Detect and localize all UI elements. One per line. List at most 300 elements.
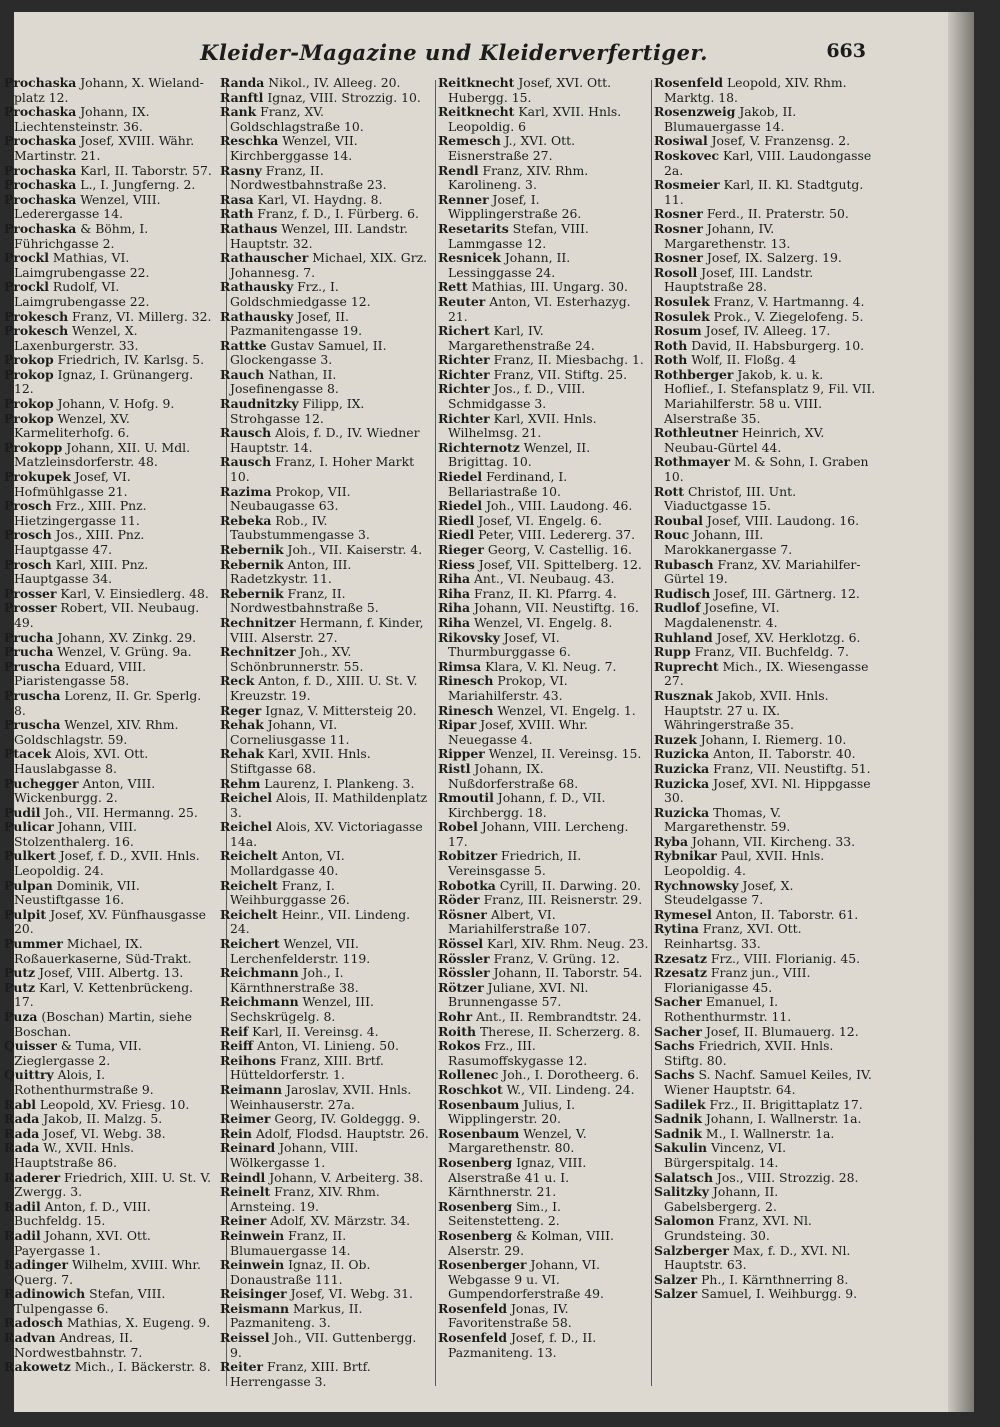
- entry-name: Rausch: [220, 425, 272, 441]
- directory-entry: [654, 966, 876, 995]
- entry-address: Nikol., IV. Alleeg. 20.: [264, 75, 401, 90]
- directory-entry: [220, 777, 430, 792]
- entry-address: Prokop, VI. Mariahilferstr. 43.: [448, 673, 568, 703]
- entry-name: Rakowetz: [4, 1359, 71, 1375]
- entry-name: Roskovec: [654, 147, 720, 163]
- directory-page: [4, 12, 974, 1412]
- entry-address: Adolf, XV. Märzstr. 34.: [266, 1213, 411, 1229]
- entry-address: Prokop, VII. Neubaugasse 63.: [230, 483, 351, 514]
- entry-address: Josef, VIII. Albertg. 13.: [35, 965, 184, 981]
- directory-entry: [220, 1360, 430, 1389]
- entry-name: Rothberger: [654, 366, 734, 382]
- page-edge: [948, 12, 974, 1412]
- entry-name: Rebernik: [220, 542, 284, 557]
- entry-address: Sim., I. Seitenstetteng. 2.: [448, 1198, 561, 1229]
- entry-address: Georg, IV. Goldeggg. 9.: [270, 1111, 421, 1127]
- entry-name: Pulkert: [4, 848, 56, 864]
- entry-name: Reck: [220, 673, 255, 689]
- entry-address: Heinr., VII. Lindeng. 24.: [230, 906, 411, 937]
- directory-entry: [4, 1258, 216, 1287]
- entry-name: Riha: [438, 571, 471, 587]
- directory-entry: [438, 762, 650, 791]
- entry-name: Rasny: [220, 162, 262, 178]
- entry-address: Joh., VII. Kaiserstr. 4.: [283, 542, 423, 557]
- directory-entry: [654, 660, 876, 689]
- entry-name: Rosenberg: [438, 1198, 513, 1214]
- entry-address: Josef, VI. Engelg. 6.: [474, 512, 602, 528]
- entry-address: Mich., IX. Wiesengasse 27.: [664, 658, 869, 689]
- page-title: Kleider-Magazine und Kleiderverfertiger.: [200, 40, 708, 65]
- entry-name: Reichelt: [220, 906, 278, 922]
- directory-entry: [438, 1302, 650, 1331]
- entry-name: Ripar: [438, 717, 477, 733]
- entry-name: Pruscha: [4, 717, 61, 733]
- entry-address: Franz, II. Miesbachg. 1.: [489, 352, 644, 368]
- directory-entry: [220, 1141, 430, 1170]
- entry-name: Prochaska: [4, 220, 77, 236]
- directory-entry: [438, 1068, 650, 1083]
- entry-name: Reinard: [220, 1140, 276, 1156]
- entry-address: Franz, II. Kl. Pfarrg. 4.: [470, 585, 617, 601]
- directory-entry: [438, 1039, 650, 1068]
- entry-name: Reissel: [220, 1330, 270, 1346]
- directory-entry: [654, 222, 876, 251]
- entry-name: Rosoll: [654, 264, 698, 280]
- directory-entry: [654, 631, 876, 646]
- column-divider: [435, 80, 436, 1386]
- entry-name: Sachs: [654, 1038, 695, 1054]
- entry-address: Eduard, VIII. Piaristengasse 58.: [14, 658, 147, 689]
- directory-entry: [438, 820, 650, 849]
- entry-name: Roubal: [654, 512, 703, 528]
- entry-name: Rosenzweig: [654, 104, 736, 120]
- entry-address: Adolf, Flodsd. Hauptstr. 26.: [251, 1125, 429, 1141]
- entry-address: Wilhelm, XVIII. Whr. Querg. 7.: [14, 1257, 201, 1287]
- directory-entry: [220, 908, 430, 937]
- entry-name: Sadilek: [654, 1096, 706, 1112]
- entry-name: Reinwein: [220, 1257, 285, 1273]
- entry-name: Raudnitzky: [220, 396, 299, 412]
- entry-address: Jos., VIII. Strozzig. 28.: [712, 1169, 859, 1185]
- entry-name: Rattke: [220, 337, 267, 353]
- entry-name: Randa: [220, 75, 265, 90]
- directory-entry: [220, 426, 430, 455]
- entry-name: Reinelt: [220, 1184, 271, 1200]
- entry-address: Cyrill, II. Darwing. 20.: [495, 877, 641, 893]
- entry-name: Sadnik: [654, 1111, 702, 1127]
- entry-name: Ripper: [438, 746, 485, 762]
- directory-entry: [654, 601, 876, 630]
- directory-entry: [4, 310, 216, 325]
- entry-name: Rehm: [220, 775, 261, 791]
- entry-name: Rebeka: [220, 512, 272, 528]
- entry-address: Joh., I. Dorotheerg. 6.: [498, 1067, 640, 1083]
- entry-name: Rechnitzer: [220, 644, 296, 660]
- entry-address: Stefan, VIII. Tulpengasse 6.: [14, 1286, 166, 1316]
- entry-address: Ant., VI. Neubaug. 43.: [470, 571, 615, 587]
- entry-address: & Böhm, I. Führichgasse 2.: [14, 220, 149, 251]
- directory-entry: [220, 558, 430, 587]
- entry-address: Wenzel, VII. Kirchberggasse 14.: [230, 133, 358, 163]
- entry-name: Rouc: [654, 527, 690, 543]
- entry-name: Sacher: [654, 1023, 702, 1039]
- directory-entry: [654, 1273, 876, 1288]
- entry-name: Radil: [4, 1227, 41, 1243]
- entry-address: Franz, f. D., I. Fürberg. 6.: [253, 206, 419, 222]
- entry-address: Josef, X. Steudelgasse 7.: [664, 877, 794, 908]
- directory-entry: [4, 499, 216, 528]
- directory-entry: [220, 455, 430, 484]
- directory-entry: [654, 310, 876, 325]
- entry-address: Johann, V. Arbeiterg. 38.: [265, 1169, 424, 1185]
- directory-entry: [654, 762, 876, 777]
- column-3: [438, 76, 650, 1360]
- entry-name: Riedl: [438, 512, 475, 528]
- entry-address: Franz, VI. Millerg. 32.: [68, 308, 212, 324]
- entry-address: Anton, f. D., VIII. Buchfeldg. 15.: [14, 1198, 151, 1229]
- directory-entry: [4, 747, 216, 776]
- entry-address: Franz jun., VIII. Florianigasse 45.: [664, 965, 811, 995]
- entry-address: Wenzel, VII. Lerchenfelderstr. 119.: [230, 936, 371, 966]
- entry-address: David, II. Habsburgerg. 10.: [687, 337, 865, 353]
- entry-name: Rosum: [654, 323, 702, 339]
- entry-name: Pruscha: [4, 658, 61, 674]
- entry-name: Sadnik: [654, 1125, 702, 1141]
- entry-name: Reindl: [220, 1169, 266, 1185]
- entry-address: Ant., II. Rembrandtstr. 24.: [472, 1009, 642, 1024]
- entry-address: Joh., VII. Hermanng. 25.: [40, 804, 198, 820]
- entry-name: Riha: [438, 600, 471, 616]
- entry-name: Rosner: [654, 250, 703, 266]
- directory-entry: [654, 485, 876, 514]
- directory-entry: [220, 937, 430, 966]
- directory-entry: [220, 251, 430, 280]
- entry-name: Rosenbaum: [438, 1125, 520, 1141]
- entry-address: Michael, XIX. Grz. Johannesg. 7.: [230, 250, 428, 280]
- entry-name: Prosch: [4, 556, 52, 572]
- entry-name: Sachs: [654, 1067, 695, 1083]
- directory-entry: [220, 222, 430, 251]
- entry-address: Franz, XV. Mariahilfer-Gürtel 19.: [664, 556, 861, 587]
- directory-entry: [654, 995, 876, 1024]
- entry-name: Radinowich: [4, 1286, 86, 1302]
- directory-entry: [4, 1171, 216, 1200]
- directory-entry: [654, 105, 876, 134]
- entry-name: Reitknecht: [438, 75, 515, 90]
- entry-name: Ruzicka: [654, 746, 710, 762]
- entry-address: Christof, III. Unt. Viaductgasse 15.: [664, 483, 797, 514]
- entry-name: Reiff: [220, 1038, 254, 1054]
- entry-name: Ruzicka: [654, 775, 710, 791]
- directory-entry: [654, 1127, 876, 1142]
- entry-name: Roth: [654, 337, 688, 353]
- entry-name: Rechnitzer: [220, 614, 296, 630]
- entry-address: Karl, V. Kettenbrückeng. 17.: [14, 979, 194, 1010]
- directory-entry: [4, 587, 216, 602]
- directory-entry: [4, 1331, 216, 1360]
- entry-address: Johann, XII. U. Mdl. Matzleinsdorferstr. 48.: [14, 439, 191, 470]
- entry-address: Michael, IX. Roßauerkaserne, Süd-Trakt.: [14, 936, 192, 966]
- directory-entry: [220, 514, 430, 543]
- directory-entry: [4, 777, 216, 806]
- entry-name: Rudlof: [654, 600, 701, 616]
- entry-address: Georg, V. Castellig. 16.: [483, 542, 632, 557]
- entry-address: Johann, II. Taborstr. 54.: [489, 965, 643, 981]
- entry-name: Reisinger: [220, 1286, 287, 1302]
- entry-address: S. Nachf. Samuel Keiles, IV. Wiener Hauptstr. 64.: [664, 1067, 872, 1097]
- entry-name: Robel: [438, 819, 478, 835]
- entry-address: Mich., I. Bäckerstr. 8.: [70, 1359, 211, 1375]
- directory-entry: [4, 178, 216, 193]
- entry-address: Joh., XV. Schönbrunnerstr. 55.: [230, 644, 364, 674]
- entry-address: & Kolman, VIII. Alserstr. 29.: [448, 1227, 614, 1258]
- entry-address: Leopold, XV. Friesg. 10.: [35, 1096, 190, 1112]
- directory-entry: [4, 251, 216, 280]
- entry-address: Josef, III. Landstr. Hauptstraße 28.: [664, 264, 814, 295]
- entry-address: Franz, II. Blumauergasse 14.: [230, 1227, 351, 1258]
- directory-entry: [4, 1200, 216, 1229]
- entry-address: Ignaz, I. Grünangerg. 12.: [14, 366, 194, 397]
- directory-entry: [4, 1068, 216, 1097]
- entry-address: Johann, VII. Kircheng. 33.: [687, 833, 856, 849]
- entry-address: Dominik, VII. Neustiftgasse 16.: [14, 877, 140, 908]
- entry-address: Jakob, II. Blumauergasse 14.: [664, 104, 797, 134]
- entry-name: Reinwein: [220, 1227, 285, 1243]
- entry-name: Rada: [4, 1140, 40, 1156]
- entry-name: Reichel: [220, 790, 273, 806]
- entry-name: Rebernik: [220, 556, 284, 572]
- directory-entry: [220, 1039, 430, 1054]
- directory-entry: [220, 587, 430, 616]
- entry-address: Franz, I. Weihburggasse 26.: [230, 877, 350, 908]
- entry-name: Prochaska: [4, 162, 77, 178]
- directory-entry: [654, 1214, 876, 1243]
- entry-address: Wenzel, V. Grüng. 9a.: [53, 644, 192, 660]
- entry-address: Josef, XVIII. Whr. Neuegasse 4.: [448, 717, 588, 747]
- entry-name: Rebernik: [220, 585, 284, 601]
- entry-name: Rötzer: [438, 979, 484, 995]
- directory-entry: [4, 353, 216, 368]
- entry-address: Josef, f. D., XVII. Hnls. Leopoldig. 24.: [14, 848, 200, 879]
- directory-entry: [4, 1360, 216, 1375]
- entry-name: Prockl: [4, 279, 49, 295]
- entry-name: Pulpit: [4, 906, 47, 922]
- entry-address: Karl, VI. Haydng. 8.: [253, 191, 383, 207]
- directory-entry: [4, 470, 216, 499]
- entry-name: Rosenfeld: [654, 75, 724, 90]
- entry-name: Rosenberger: [438, 1257, 527, 1273]
- entry-address: Karl, XIII. Pnz. Hauptgasse 34.: [14, 556, 149, 587]
- entry-address: Thomas, V. Margarethenstr. 59.: [664, 804, 791, 835]
- entry-name: Rauch: [220, 366, 265, 382]
- directory-entry: [438, 849, 650, 878]
- directory-entry: [654, 1098, 876, 1113]
- entry-address: Karl, XVII. Hnls. Leopoldig. 6: [448, 104, 622, 134]
- directory-entry: [4, 1098, 216, 1113]
- entry-name: Rudisch: [654, 585, 711, 601]
- directory-entry: [438, 660, 650, 675]
- entry-name: Reichelt: [220, 877, 278, 893]
- directory-entry: [4, 631, 216, 646]
- directory-entry: [220, 1258, 430, 1287]
- directory-entry: [654, 514, 876, 529]
- entry-address: Wenzel, II. Brigittag. 10.: [448, 439, 591, 470]
- directory-entry: [654, 455, 876, 484]
- entry-address: Wenzel, II. Vereinsg. 15.: [484, 746, 642, 762]
- directory-entry: [220, 397, 430, 426]
- directory-entry: [438, 324, 650, 353]
- directory-entry: [654, 689, 876, 733]
- entry-address: Franz, II. Nordwestbahnstraße 5.: [230, 585, 379, 616]
- entry-address: M. & Sohn, I. Graben 10.: [664, 454, 869, 485]
- entry-address: & Tuma, VII. Zieglergasse 2.: [14, 1038, 142, 1068]
- directory-entry: [220, 747, 430, 776]
- entry-address: Vincenz, VI. Bürgerspitalg. 14.: [664, 1140, 787, 1170]
- entry-address: Johann, I. Wallnerstr. 1a.: [701, 1111, 862, 1127]
- directory-entry: [220, 1185, 430, 1214]
- entry-name: Prokesch: [4, 323, 69, 339]
- directory-entry: [220, 1214, 430, 1229]
- directory-entry: [438, 368, 650, 383]
- entry-name: Reiner: [220, 1213, 267, 1229]
- directory-entry: [4, 937, 216, 966]
- entry-name: Ristl: [438, 760, 471, 776]
- directory-entry: [654, 1244, 876, 1273]
- entry-name: Prokop: [4, 366, 54, 382]
- entry-address: Ignaz, VIII. Strozzig. 10.: [263, 89, 421, 105]
- entry-name: Richter: [438, 366, 490, 382]
- entry-address: Ignaz, II. Ob. Donaustraße 111.: [230, 1257, 371, 1287]
- entry-address: Franz, XVI. Ott. Reinhartsg. 33.: [664, 921, 802, 952]
- entry-name: Rath: [220, 206, 254, 222]
- directory-entry: [220, 674, 430, 703]
- directory-entry: [220, 485, 430, 514]
- directory-entry: [220, 207, 430, 222]
- entry-address: Anton, VI. Esterhazyg. 21.: [448, 293, 631, 324]
- directory-entry: [438, 908, 650, 937]
- directory-entry: [4, 105, 216, 134]
- entry-name: Robitzer: [438, 848, 498, 864]
- directory-entry: [220, 1025, 430, 1040]
- entry-name: Richternotz: [438, 439, 520, 455]
- directory-entry: [438, 631, 650, 660]
- entry-name: Rmoutil: [438, 790, 494, 806]
- directory-entry: [220, 791, 430, 820]
- entry-name: Sakulin: [654, 1140, 707, 1156]
- entry-address: Heinrich, XV. Neubau-Gürtel 44.: [664, 425, 825, 455]
- directory-entry: [4, 528, 216, 557]
- directory-entry: [438, 295, 650, 324]
- entry-name: Ranftl: [220, 89, 264, 105]
- entry-address: Anton, VI. Mollardgasse 40.: [230, 848, 345, 879]
- entry-name: Reuter: [438, 293, 486, 309]
- entry-address: Josef, f. D., II. Pazmaniteng. 13.: [448, 1330, 597, 1360]
- directory-entry: [654, 426, 876, 455]
- entry-address: Jakob, XVII. Hnls. Hauptstr. 27 u. IX. Währingerstraße 35.: [664, 687, 829, 733]
- entry-address: Josef, VIII. Laudong. 16.: [702, 512, 860, 528]
- entry-name: Prokesch: [4, 308, 69, 324]
- directory-entry: [654, 368, 876, 426]
- entry-name: Rinesch: [438, 673, 494, 689]
- entry-name: Salzberger: [654, 1242, 729, 1258]
- directory-entry: [654, 645, 876, 660]
- entry-address: Ferdinand, I. Bellariastraße 10.: [448, 469, 568, 499]
- entry-name: Rathaus: [220, 220, 278, 236]
- entry-address: Ferd., II. Praterstr. 50.: [702, 206, 849, 222]
- entry-name: Salomon: [654, 1213, 715, 1229]
- entry-address: Franz, II. Nordwestbahnstraße 23.: [230, 162, 387, 193]
- directory-entry: [220, 280, 430, 309]
- entry-address: Paul, XVII. Hnls. Leopoldig. 4.: [664, 848, 825, 879]
- entry-name: Reihons: [220, 1052, 277, 1068]
- directory-entry: [4, 222, 216, 251]
- entry-address: Karl, V. Einsiedlerg. 48.: [56, 585, 209, 601]
- directory-entry: [654, 747, 876, 762]
- entry-address: Josef, XVI. Nl. Hippgasse 30.: [664, 775, 871, 806]
- directory-entry: [438, 251, 650, 280]
- entry-name: Ruzicka: [654, 760, 710, 776]
- entry-name: Radinger: [4, 1257, 69, 1273]
- entry-name: Rada: [4, 1125, 40, 1141]
- directory-entry: [438, 499, 650, 514]
- entry-address: Markus, II. Pazmaniteng. 3.: [230, 1300, 363, 1331]
- entry-address: (Boschan) Martin, siehe Boschan.: [14, 1009, 192, 1039]
- entry-address: Lorenz, II. Gr. Sperlg. 8.: [14, 687, 202, 718]
- entry-address: Franz, V. Hartmanng. 4.: [709, 293, 865, 309]
- entry-address: Franz, XV. Goldschlagstraße 10.: [230, 104, 364, 134]
- entry-address: Josef, VI. Webg. 31.: [286, 1286, 413, 1302]
- entry-address: Josef, V. Franzensg. 2.: [707, 133, 851, 149]
- directory-entry: [220, 966, 430, 995]
- entry-name: Reichert: [220, 936, 280, 952]
- directory-entry: [438, 1127, 650, 1156]
- entry-name: Reichel: [220, 819, 273, 835]
- entry-address: Mathias, III. Ungarg. 30.: [467, 279, 628, 295]
- entry-address: Jonas, IV. Favoritenstraße 58.: [448, 1300, 572, 1331]
- entry-name: Rathausky: [220, 279, 294, 295]
- entry-address: Frz., III. Rasumoffskygasse 12.: [448, 1038, 588, 1068]
- entry-address: Josef, I. Wipplingerstraße 26.: [448, 191, 582, 222]
- entry-address: Josef, IV. Alleeg. 17.: [701, 323, 831, 339]
- entry-address: Wenzel, VI. Engelg. 1.: [493, 702, 636, 718]
- entry-name: Rinesch: [438, 702, 494, 718]
- entry-name: Rosner: [654, 206, 703, 222]
- entry-name: Ryba: [654, 833, 688, 849]
- entry-address: Jakob, II. Malzg. 5.: [39, 1111, 163, 1127]
- entry-name: Röder: [438, 892, 480, 908]
- entry-name: Rösner: [438, 906, 487, 922]
- entry-address: Johann, V. Hofg. 9.: [53, 396, 175, 412]
- directory-entry: [438, 587, 650, 602]
- entry-address: M., I. Wallnerstr. 1a.: [701, 1125, 835, 1141]
- column-1: [4, 76, 216, 1375]
- entry-name: Renner: [438, 191, 489, 207]
- directory-entry: [4, 1316, 216, 1331]
- directory-entry: [4, 76, 216, 105]
- entry-name: Rett: [438, 279, 468, 295]
- entry-name: Radosch: [4, 1315, 64, 1331]
- entry-address: Wenzel, V. Margarethenstr. 80.: [448, 1125, 587, 1156]
- entry-name: Rytina: [654, 921, 699, 937]
- entry-name: Reichmann: [220, 994, 299, 1010]
- entry-address: Robert, VII. Neubaug. 49.: [14, 600, 200, 630]
- entry-name: Prosch: [4, 527, 52, 543]
- directory-entry: [654, 324, 876, 339]
- entry-address: Johann, III. Marokkanergasse 7.: [664, 527, 793, 557]
- directory-entry: [4, 879, 216, 908]
- entry-address: Franz, I. Hoher Markt 10.: [230, 454, 415, 485]
- directory-entry: [220, 339, 430, 368]
